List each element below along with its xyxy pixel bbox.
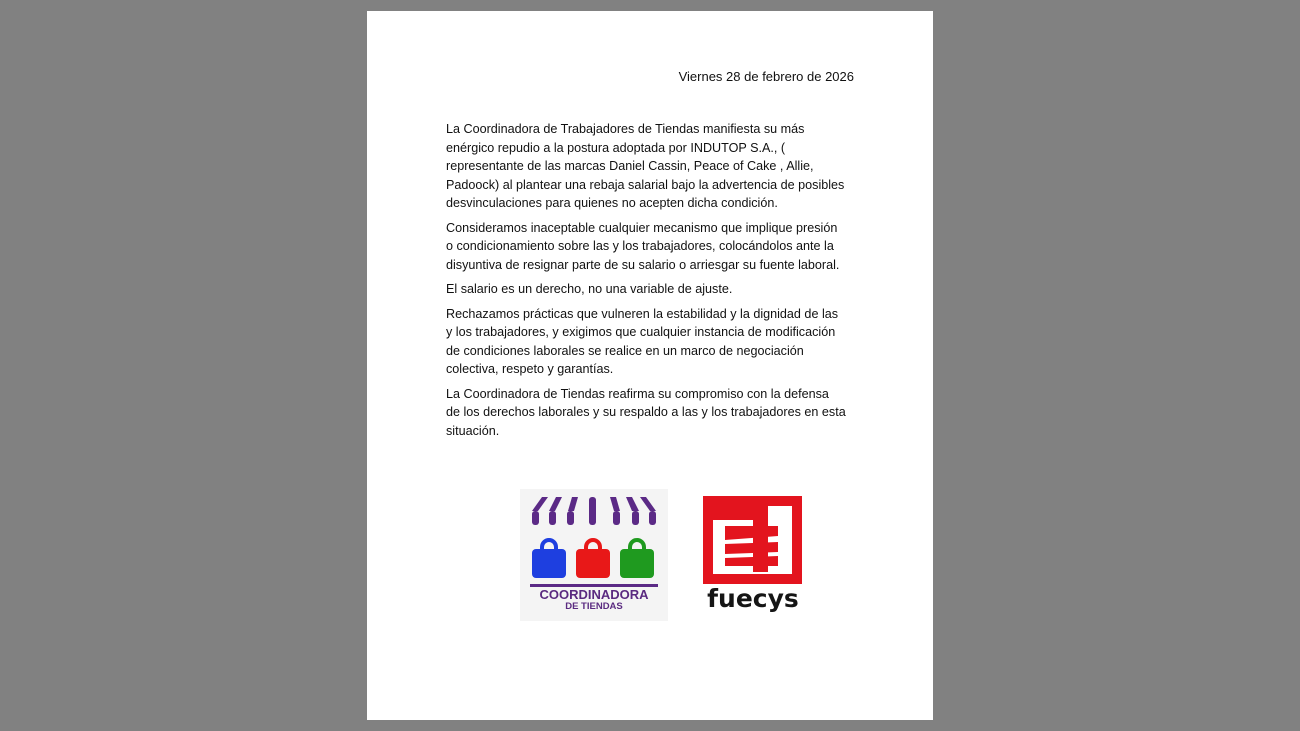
paragraph-line: colectiva, respeto y garantías. — [446, 362, 614, 376]
coordinadora-de-tiendas-logo — [520, 489, 668, 621]
paragraph-line: Padoock) al plantear una rebaja salarial bajo la advertencia de posibles — [446, 177, 845, 192]
document-page — [367, 11, 933, 720]
paragraph-line: representante de las marcas Daniel Cassin, Peace of Cake , Allie, — [446, 159, 814, 173]
paragraph-line: enérgico repudio a la postura adoptada por INDUTOP S.A., ( — [446, 140, 786, 155]
paragraph-line: de condiciones laborales se realice en un marco de negociación — [446, 343, 804, 358]
paragraph-line: desvinculaciones para quienes no acepten dicha condición. — [446, 196, 778, 210]
paragraph — [446, 385, 866, 441]
paragraph-line: situación. — [446, 423, 500, 438]
logo-text-line1: COORDINADORA — [539, 587, 649, 602]
paragraph-line: de los derechos laborales y su respaldo a las y los trabajadores en esta — [446, 405, 846, 419]
fuecys-wordmark: fuecys — [707, 584, 799, 613]
paragraph — [446, 120, 866, 213]
paragraph-line: Consideramos inaceptable cualquier mecanismo que implique presión — [446, 220, 838, 235]
paragraph-line: La Coordinadora de Tiendas reafirma su compromiso con la defensa — [446, 386, 829, 401]
paragraph-line: Rechazamos prácticas que vulneren la estabilidad y la dignidad de las — [446, 306, 839, 321]
logo-text-line2: DE TIENDAS — [565, 601, 623, 612]
paragraph-line: La Coordinadora de Trabajadores de Tiendas manifiesta su más — [446, 122, 805, 136]
fuecys-emblem-icon — [703, 496, 803, 586]
document-body — [446, 120, 866, 446]
paragraph-line: El salario es un derecho, no una variable de ajuste. — [446, 282, 733, 296]
paragraph-line: disyuntiva de resignar parte de su salario o arriesgar su fuente laboral. — [446, 257, 840, 272]
paragraph — [446, 305, 866, 379]
paragraph-line: y los trabajadores, y exigimos que cualquier instancia de modificación — [446, 325, 836, 339]
paragraph — [446, 219, 866, 275]
document-date: Viernes 28 de febrero de 2026 — [678, 69, 854, 84]
paragraph-line: o condicionamiento sobre las y los trabajadores, colocándolos ante la — [446, 239, 834, 253]
paragraph — [446, 280, 866, 299]
fuecys-logo — [703, 496, 803, 616]
